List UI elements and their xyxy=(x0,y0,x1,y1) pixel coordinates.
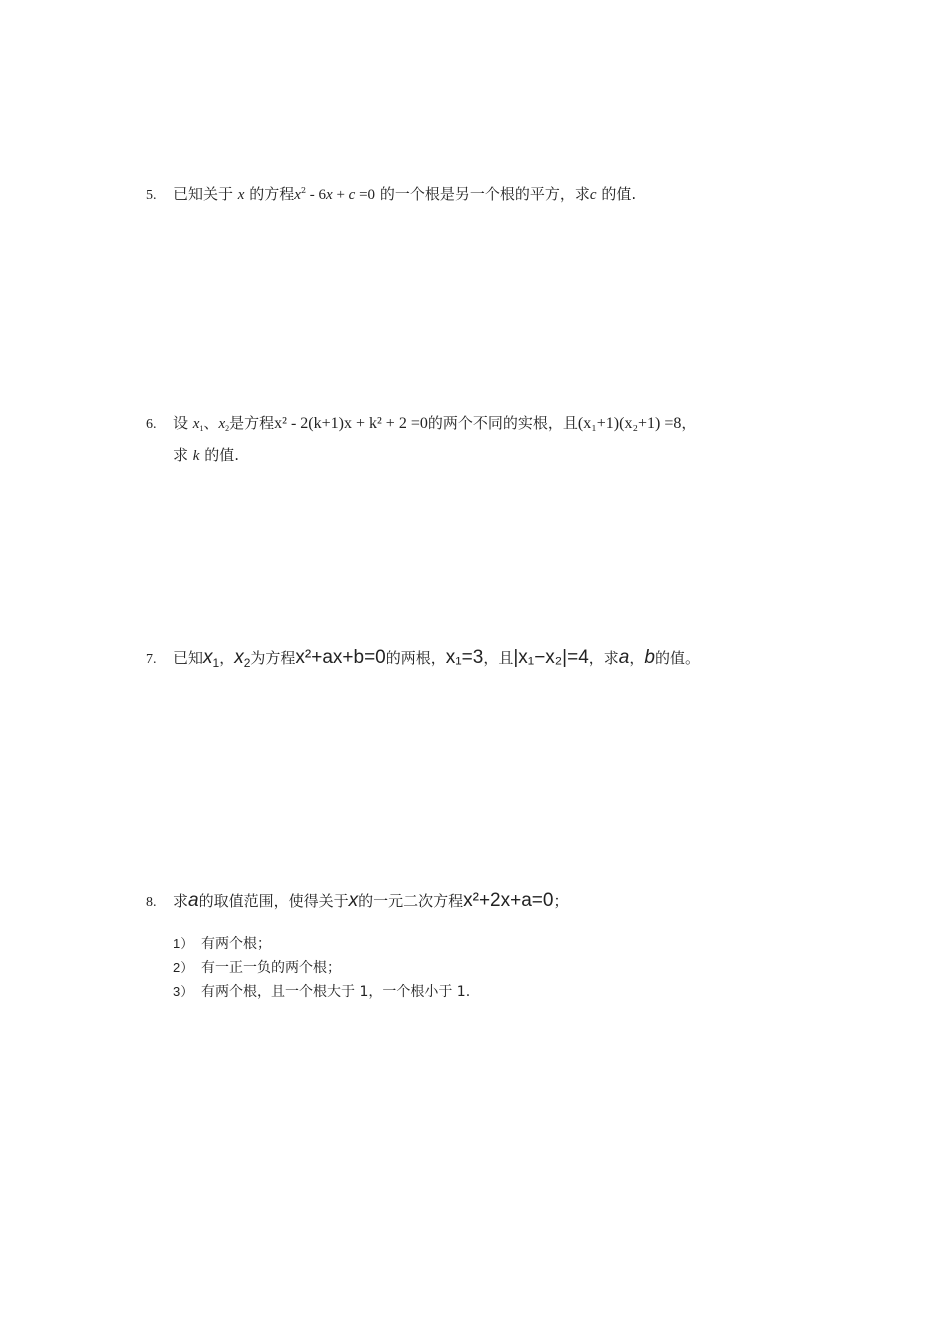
variable-x2: $x_2$ xyxy=(234,647,251,670)
problem-text: 为方程 xyxy=(250,649,296,667)
problem-text: 的一个根是另一个根的平方，求 xyxy=(379,185,590,203)
variable-x2: $x_2$ xyxy=(218,416,230,433)
condition: (x₁+1)(x₂+1) =8 xyxy=(577,415,682,432)
problem-number: 5. xyxy=(146,188,157,203)
problem-text: 的一元二次方程 xyxy=(358,892,464,910)
problem-text: 求 xyxy=(173,892,189,910)
separator: 、 xyxy=(203,414,219,432)
condition-x1: x₁=3 xyxy=(445,647,484,668)
variable-k: k xyxy=(192,448,200,464)
variable-a: a xyxy=(188,890,199,911)
equation: x²+ax+b=0 xyxy=(295,647,386,668)
punctuation: ， xyxy=(681,414,697,432)
variable-c: c xyxy=(589,187,597,203)
problem-text: ，且 xyxy=(483,649,514,667)
problem-text: ，求 xyxy=(588,649,619,667)
problem-text: 已知关于 xyxy=(173,185,234,203)
problem-text: 的值. xyxy=(204,446,240,464)
list-item: 3） 有两个根，且一个根大于 1，一个根小于 1. xyxy=(173,984,471,1000)
problem-number: 8. xyxy=(146,895,157,910)
subitem-list xyxy=(173,932,470,1004)
condition-difference: |x₁−x₂|=4 xyxy=(513,647,589,668)
equation: $x^2 - 6x + c =0$ xyxy=(294,186,376,203)
variable-a: a xyxy=(618,647,630,668)
problem-text: 的取值范围，使得关于 xyxy=(198,892,349,910)
problem-7 xyxy=(146,645,700,676)
problem-text: 已知 xyxy=(173,649,204,667)
problem-text: 的两根， xyxy=(385,649,446,667)
list-item: 2） 有一正一负的两个根； xyxy=(173,960,341,976)
problem-number: 6. xyxy=(146,417,157,432)
problem-text: 是方程 xyxy=(229,414,275,432)
problem-text: 的值。 xyxy=(654,649,700,667)
problem-text: 设 xyxy=(173,414,189,432)
variable-x1: $x_1$ xyxy=(203,647,220,670)
problem-number: 7. xyxy=(146,652,157,667)
problem-text: 的值. xyxy=(601,185,637,203)
problem-6 xyxy=(146,410,696,469)
equation: x²+2x+a=0 xyxy=(463,890,554,911)
problem-8 xyxy=(146,888,568,916)
variable-x: x xyxy=(237,187,245,203)
problem-5 xyxy=(146,178,636,209)
punctuation: ， xyxy=(629,649,645,667)
variable-x: x xyxy=(348,890,359,911)
problem-text: 的方程 xyxy=(249,185,295,203)
punctuation: ； xyxy=(553,892,569,910)
problem-text: 求 xyxy=(173,446,189,464)
problem-text: 的两个不同的实根，且 xyxy=(427,414,578,432)
variable-x1: $x_1$ xyxy=(192,416,204,433)
punctuation: ， xyxy=(219,649,235,667)
equation: x² - 2(k+1)x + k² + 2 =0 xyxy=(274,415,428,432)
list-item: 1） 有两个根； xyxy=(173,936,271,952)
variable-b: b xyxy=(644,647,655,668)
